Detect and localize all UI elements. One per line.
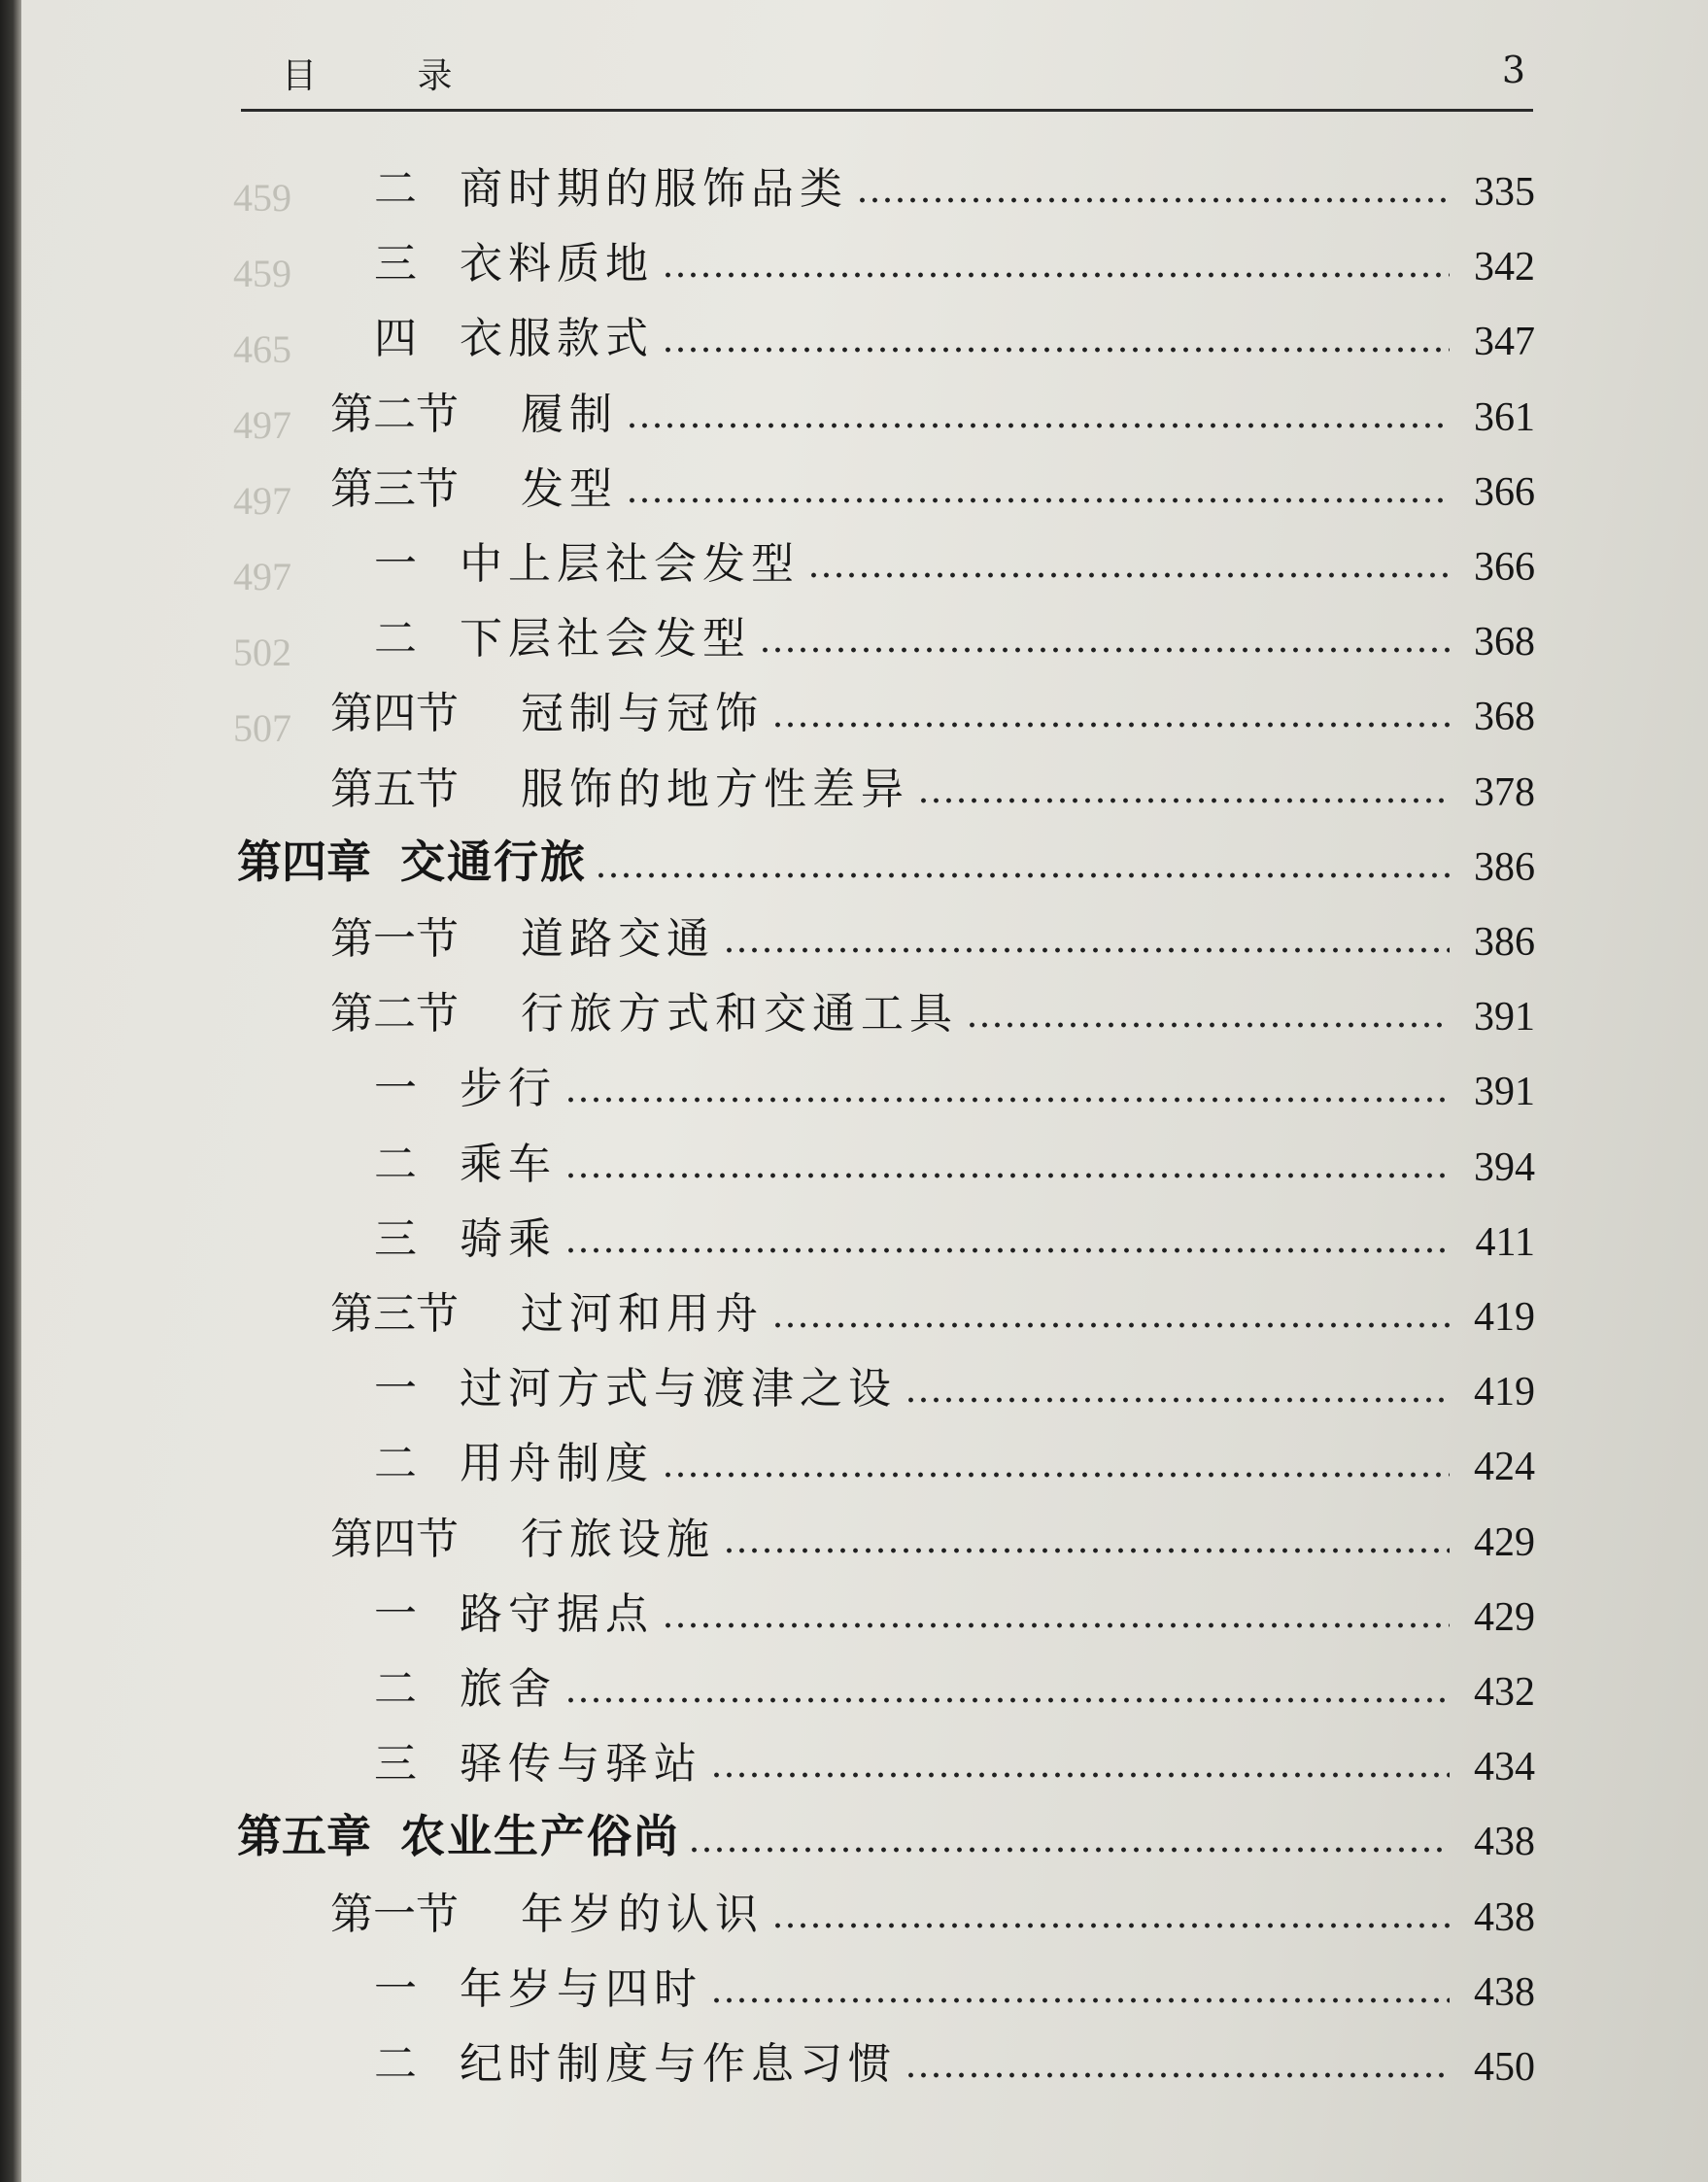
dot-leader: [723, 1547, 1450, 1554]
toc-item-entry: [374, 1430, 1535, 1490]
toc-entry-number: 第一节: [330, 1889, 459, 1939]
toc-entry-title: 交通行旅: [400, 835, 587, 888]
toc-entry-title: 路守据点: [460, 1588, 654, 1639]
toc-entry-title: 商时期的服饰品类: [460, 164, 848, 214]
toc-entry-number: 第五节: [330, 764, 459, 814]
toc-entry-page-number: 419: [1474, 1370, 1535, 1415]
toc-entry-page-number: 438: [1474, 1820, 1535, 1865]
toc-entry-page-number: 366: [1474, 469, 1535, 515]
bleed-through: 497: [233, 479, 291, 523]
dot-leader: [626, 496, 1450, 504]
dot-leader: [710, 1996, 1450, 2004]
toc-section-entry: [330, 381, 1535, 441]
toc-item-entry: [374, 1581, 1535, 1641]
toc-entry-page-number: 411: [1475, 1219, 1535, 1265]
toc-section-entry: [330, 456, 1535, 516]
dot-leader: [966, 1021, 1450, 1029]
toc-entry-title: 衣料质地: [460, 239, 654, 290]
toc-entry-number: 一: [374, 539, 417, 589]
toc-entry-number: 第四节: [330, 1514, 459, 1564]
toc-item-entry: [374, 1206, 1535, 1266]
toc-entry-number: 第三节: [330, 1289, 459, 1339]
toc-entry-page-number: 450: [1474, 2045, 1535, 2090]
toc-entry-number: 第四节: [330, 689, 459, 739]
bleed-through: 459: [233, 252, 291, 295]
toc-entry-title: 行旅设施: [521, 1514, 715, 1564]
toc-item-entry: [374, 1131, 1535, 1191]
toc-item-entry: [374, 155, 1535, 216]
dot-leader: [662, 346, 1450, 354]
toc-section-entry: [330, 680, 1535, 740]
dot-leader: [710, 1771, 1450, 1779]
bleed-through: 459: [233, 176, 291, 220]
toc-entry-number: 二: [374, 164, 417, 214]
toc-entry-page-number: 432: [1474, 1670, 1535, 1715]
header-rule: [241, 109, 1533, 112]
toc-chapter-entry: [237, 831, 1535, 891]
toc-entry-title: 过河方式与渡津之设: [460, 1364, 897, 1415]
dot-leader: [688, 1846, 1450, 1854]
toc-entry-title: 步行: [460, 1064, 557, 1114]
toc-section-entry: [330, 1506, 1535, 1566]
toc-entry-title: 服饰的地方性差异: [521, 764, 909, 814]
dot-leader: [595, 871, 1450, 879]
toc-entry-title: 驿传与驿站: [460, 1739, 702, 1790]
toc-entry-title: 乘车: [460, 1139, 557, 1189]
toc-entry-number: 第四章: [237, 835, 371, 888]
toc-entry-page-number: 361: [1474, 394, 1535, 440]
toc-entry-title: 中上层社会发型: [460, 539, 800, 589]
dot-leader: [771, 721, 1450, 729]
dot-leader: [856, 196, 1450, 204]
toc-entry-title: 农业生产俗尚: [400, 1810, 680, 1863]
dot-leader: [626, 422, 1450, 429]
bleed-through: 497: [233, 555, 291, 598]
toc-entry-page-number: 391: [1474, 1070, 1535, 1115]
toc-entry-number: 第二节: [330, 989, 459, 1040]
dot-leader: [564, 1696, 1450, 1704]
toc-entry-page-number: 438: [1474, 1894, 1535, 1940]
toc-entry-title: 骑乘: [460, 1213, 557, 1264]
dot-leader: [564, 1096, 1450, 1104]
dot-leader: [905, 1396, 1450, 1404]
toc-section-entry: [330, 756, 1535, 816]
toc-section-entry: [330, 905, 1535, 966]
toc-entry-number: 一: [374, 1588, 417, 1639]
toc-entry-title: 道路交通: [521, 914, 715, 964]
toc-entry-number: 四: [374, 314, 417, 364]
dot-leader: [807, 571, 1450, 579]
toc-entry-page-number: 335: [1474, 170, 1535, 215]
toc-entry-number: 二: [374, 2039, 417, 2089]
toc-entry-number: 第三节: [330, 463, 459, 514]
book-spine: [0, 0, 21, 2182]
dot-leader: [917, 797, 1450, 804]
dot-leader: [771, 1321, 1450, 1329]
toc-entry-title: 行旅方式和交通工具: [521, 989, 958, 1040]
dot-leader: [662, 1621, 1450, 1629]
running-head-page-number: 3: [1501, 49, 1525, 91]
toc-entry-page-number: 368: [1474, 695, 1535, 740]
toc-entry-page-number: 386: [1474, 844, 1535, 890]
toc-item-entry: [374, 1956, 1535, 2016]
toc-entry-title: 用舟制度: [460, 1439, 654, 1489]
toc-entry-title: 冠制与冠饰: [521, 689, 764, 739]
dot-leader: [662, 1471, 1450, 1479]
toc-entry-title: 履制: [521, 389, 618, 439]
toc-entry-number: 二: [374, 1439, 417, 1489]
toc-item-entry: [374, 605, 1535, 665]
bleed-through: 465: [233, 327, 291, 371]
toc-entry-number: 二: [374, 1139, 417, 1189]
toc-entry-page-number: 429: [1474, 1519, 1535, 1565]
toc-entry-page-number: 424: [1474, 1445, 1535, 1490]
toc-entry-number: 二: [374, 614, 417, 665]
toc-section-entry: [330, 1280, 1535, 1341]
toc-item-entry: [374, 530, 1535, 591]
toc-item-entry: [374, 1355, 1535, 1415]
toc-entry-number: 第二节: [330, 389, 459, 439]
toc-entry-number: 三: [374, 1739, 417, 1790]
toc-entry-page-number: 394: [1474, 1144, 1535, 1190]
toc-entry-title: 年岁与四时: [460, 1963, 702, 2014]
bleed-through: 502: [233, 631, 291, 674]
toc-entry-title: 年岁的认识: [521, 1889, 764, 1939]
dot-leader: [759, 646, 1450, 654]
toc-entry-number: 一: [374, 1064, 417, 1114]
toc-entry-page-number: 391: [1474, 995, 1535, 1040]
toc-entry-number: 第五章: [237, 1810, 371, 1863]
dot-leader: [564, 1172, 1450, 1179]
toc-entry-page-number: 378: [1474, 769, 1535, 815]
dot-leader: [723, 946, 1450, 954]
dot-leader: [662, 271, 1450, 279]
toc-entry-page-number: 419: [1474, 1295, 1535, 1340]
toc-entry-page-number: 386: [1474, 920, 1535, 965]
toc-entry-title: 旅舍: [460, 1664, 557, 1714]
toc-item-entry: [374, 1655, 1535, 1716]
toc-entry-page-number: 438: [1474, 1969, 1535, 2015]
toc-entry-number: 一: [374, 1963, 417, 2014]
toc-entry-title: 纪时制度与作息习惯: [460, 2039, 897, 2089]
dot-leader: [771, 1922, 1450, 1929]
toc-entry-number: 三: [374, 239, 417, 290]
toc-entry-number: 第一节: [330, 914, 459, 964]
dot-leader: [905, 2071, 1450, 2079]
bleed-through: 497: [233, 403, 291, 447]
toc-entry-page-number: 429: [1474, 1594, 1535, 1640]
toc-section-entry: [330, 980, 1535, 1040]
toc-entry-title: 衣服款式: [460, 314, 654, 364]
running-head: [262, 41, 1525, 109]
toc-item-entry: [374, 2030, 1535, 2091]
toc-entry-page-number: 434: [1474, 1745, 1535, 1790]
toc-entry-title: 下层社会发型: [460, 614, 751, 665]
dot-leader: [564, 1246, 1450, 1254]
toc-item-entry: [374, 305, 1535, 365]
toc-item-entry: [374, 1055, 1535, 1115]
running-head-title: 目 录: [282, 56, 497, 96]
toc-entry-number: 三: [374, 1213, 417, 1264]
toc-entry-page-number: 368: [1474, 620, 1535, 665]
bleed-through: 507: [233, 706, 291, 750]
toc-item-entry: [374, 230, 1535, 290]
toc-entry-title: 发型: [521, 463, 618, 514]
toc-section-entry: [330, 1881, 1535, 1941]
toc-item-entry: [374, 1730, 1535, 1790]
toc-entry-page-number: 347: [1474, 320, 1535, 365]
toc-chapter-entry: [237, 1805, 1535, 1865]
toc-entry-page-number: 342: [1474, 245, 1535, 290]
toc-entry-page-number: 366: [1474, 545, 1535, 590]
toc-entry-number: 二: [374, 1664, 417, 1714]
toc-entry-title: 过河和用舟: [521, 1289, 764, 1339]
toc-entry-number: 一: [374, 1364, 417, 1415]
